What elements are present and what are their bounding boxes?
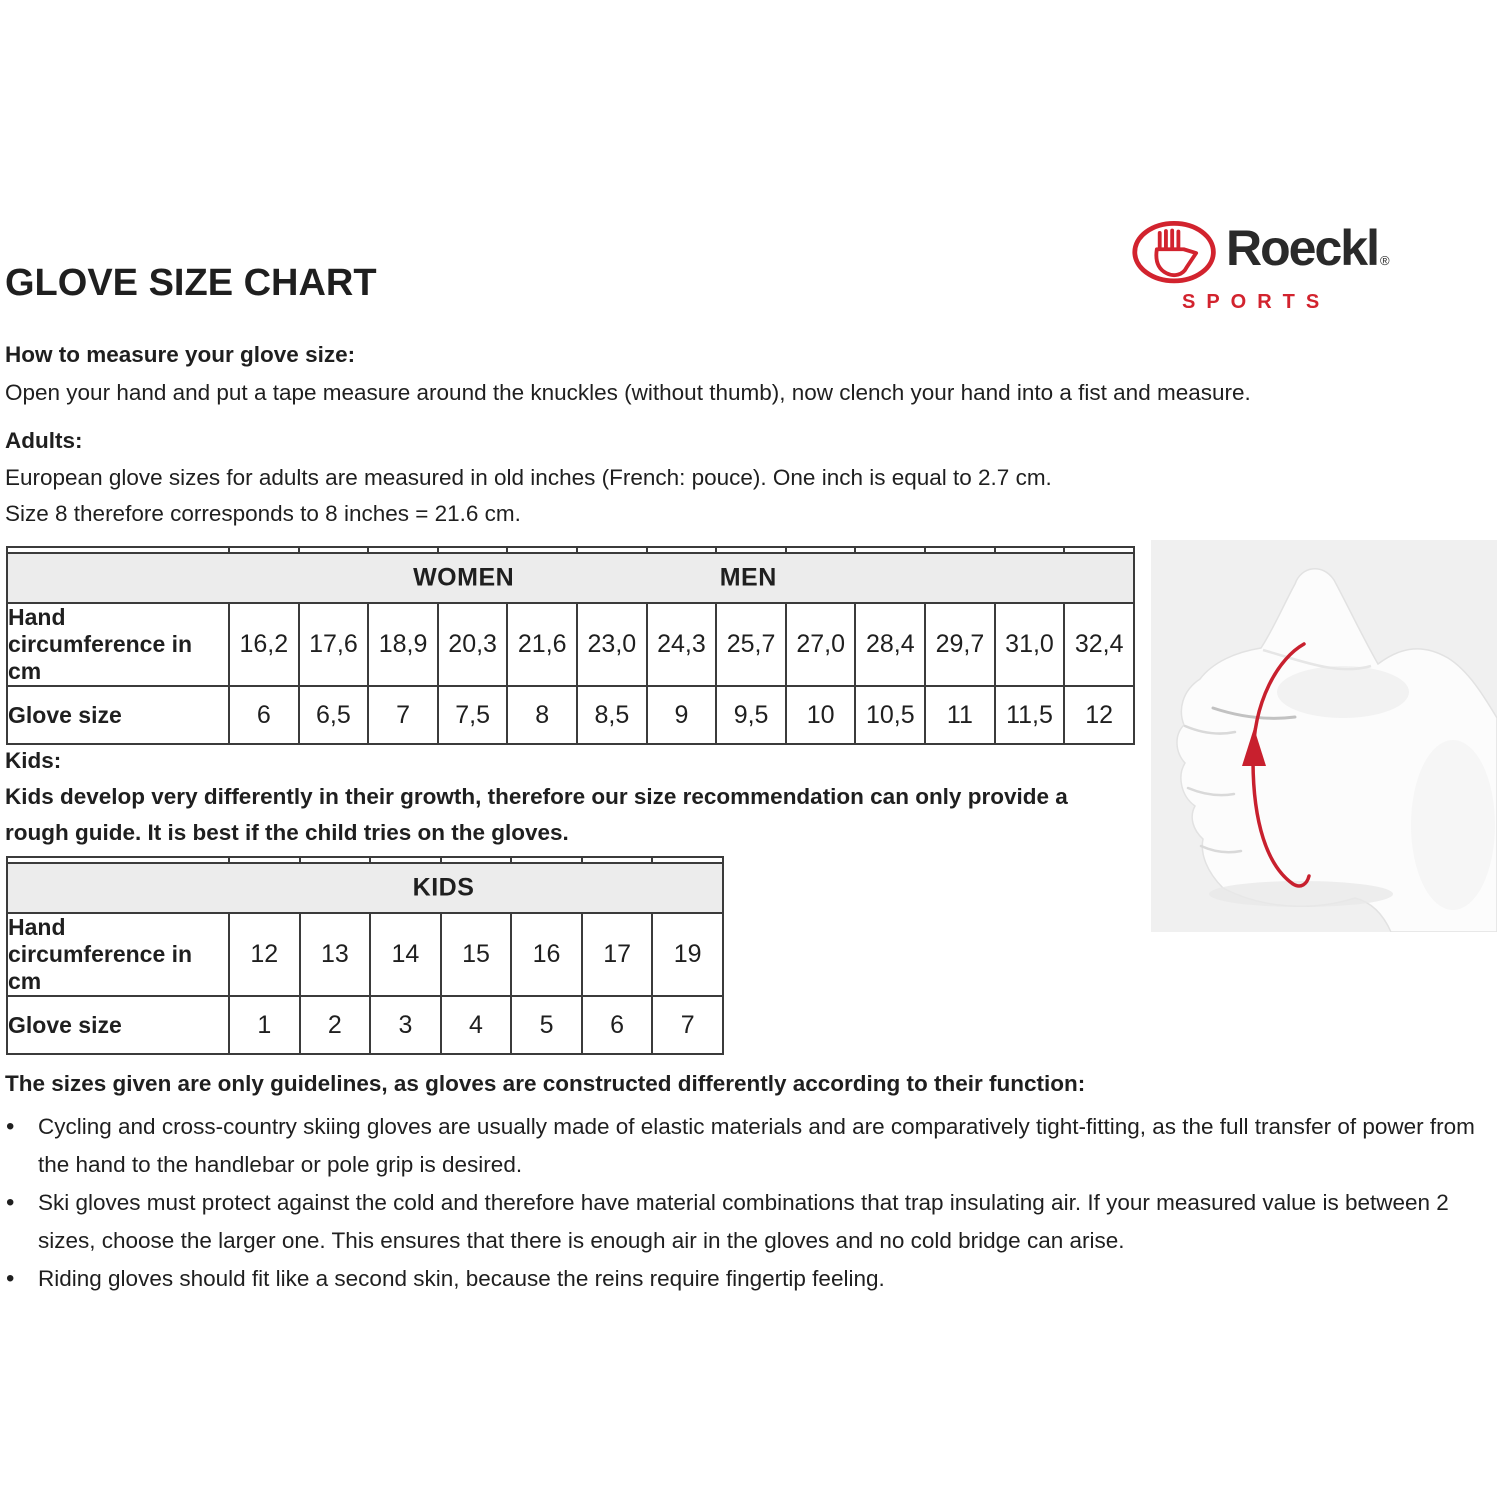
kids-table-group-header	[7, 863, 723, 913]
page-title: GLOVE SIZE CHART	[5, 262, 377, 304]
cell: 9	[647, 686, 717, 744]
cell: 15	[441, 913, 512, 996]
cell: 11,5	[995, 686, 1065, 744]
cell: 25,7	[716, 603, 786, 686]
list-item	[6, 1260, 1498, 1298]
cell: 32,4	[1064, 603, 1134, 686]
adult-size-table	[6, 546, 1135, 745]
roeckl-hand-logo-icon	[1130, 219, 1222, 291]
list-item	[6, 1184, 1498, 1260]
cell: 16	[511, 913, 582, 996]
adults-heading: Adults:	[5, 428, 83, 453]
row-label-glove-size: Glove size	[7, 996, 229, 1054]
bullet-text: Riding gloves should fit like a second skin, because the reins require fingertip feeling.	[38, 1266, 885, 1291]
adults-line1: European glove sizes for adults are measured in old inches (French: pouce). One inch is equal to 2.7 cm.	[5, 465, 1052, 490]
cell: 6	[582, 996, 653, 1054]
bullet-icon: •	[6, 1265, 15, 1292]
table-row	[7, 996, 723, 1054]
guidelines-heading: The sizes given are only guidelines, as gloves are constructed differently according to their function:	[5, 1071, 1086, 1096]
bullet-text: Cycling and cross-country skiing gloves are usually made of elastic materials and are comparatively tight-fitting, as the full transfer of power from the hand to the handlebar or pole grip is desired.	[38, 1114, 1475, 1177]
cell: 8,5	[577, 686, 647, 744]
cell: 8	[507, 686, 577, 744]
adult-table-group-header	[7, 553, 1134, 603]
howto-heading: How to measure your glove size:	[5, 342, 356, 367]
men-header: MEN	[719, 563, 777, 592]
list-item	[6, 1108, 1498, 1184]
cell: 14	[370, 913, 441, 996]
hand-measurement-photo	[1151, 540, 1497, 932]
cell: 17	[582, 913, 653, 996]
brand-logo	[1130, 219, 1490, 314]
table-row	[7, 603, 1134, 686]
kids-heading: Kids:	[5, 748, 62, 773]
cell: 28,4	[855, 603, 925, 686]
kids-header: KIDS	[412, 873, 475, 902]
cell: 5	[511, 996, 582, 1054]
cell: 21,6	[507, 603, 577, 686]
cell: 6,5	[299, 686, 369, 744]
cell: 20,3	[438, 603, 508, 686]
cell: 27,0	[786, 603, 856, 686]
cell: 12	[229, 913, 300, 996]
guidelines-list	[6, 1108, 1498, 1298]
kids-body: Kids develop very differently in their growth, therefore our size recommendation can only provide a rough guide. It is best if the child tries on the gloves.	[5, 784, 1068, 845]
cell: 7	[652, 996, 723, 1054]
cell: 10,5	[855, 686, 925, 744]
kids-size-table	[6, 856, 724, 1055]
cell: 23,0	[577, 603, 647, 686]
cell: 19	[652, 913, 723, 996]
women-header: WOMEN	[413, 563, 515, 592]
brand-subtitle: SPORTS	[1182, 291, 1331, 313]
cell: 1	[229, 996, 300, 1054]
cell: 16,2	[229, 603, 299, 686]
cell: 9,5	[716, 686, 786, 744]
cell: 12	[1064, 686, 1134, 744]
bullet-icon: •	[6, 1189, 15, 1216]
bullet-text: Ski gloves must protect against the cold and therefore have material combinations that trap insulating air. If your measured value is between 2 sizes, choose the larger one. This ensures that there is enough air in the gloves and no cold bridge can arise.	[38, 1190, 1449, 1253]
cell: 29,7	[925, 603, 995, 686]
registered-mark: ®	[1379, 253, 1390, 268]
cell: 24,3	[647, 603, 717, 686]
cell: 7,5	[438, 686, 508, 744]
row-label-circumference: Hand circumference in cm	[7, 603, 229, 686]
cell: 2	[300, 996, 371, 1054]
cell: 31,0	[995, 603, 1065, 686]
cell: 4	[441, 996, 512, 1054]
cell: 13	[300, 913, 371, 996]
table-row	[7, 686, 1134, 744]
cell: 7	[368, 686, 438, 744]
bullet-icon: •	[6, 1113, 15, 1140]
row-label-circumference: Hand circumference in cm	[7, 913, 229, 996]
cell: 17,6	[299, 603, 369, 686]
brand-name: Roeckl	[1226, 220, 1378, 276]
row-label-glove-size: Glove size	[7, 686, 229, 744]
cell: 11	[925, 686, 995, 744]
fist-with-measuring-arc-icon	[1151, 540, 1497, 932]
cell: 10	[786, 686, 856, 744]
adults-line2: Size 8 therefore corresponds to 8 inches = 21.6 cm.	[5, 501, 521, 526]
cell: 3	[370, 996, 441, 1054]
howto-body: Open your hand and put a tape measure around the knuckles (without thumb), now clench your hand into a fist and measure.	[5, 380, 1251, 405]
cell: 18,9	[368, 603, 438, 686]
cell: 6	[229, 686, 299, 744]
table-row	[7, 913, 723, 996]
